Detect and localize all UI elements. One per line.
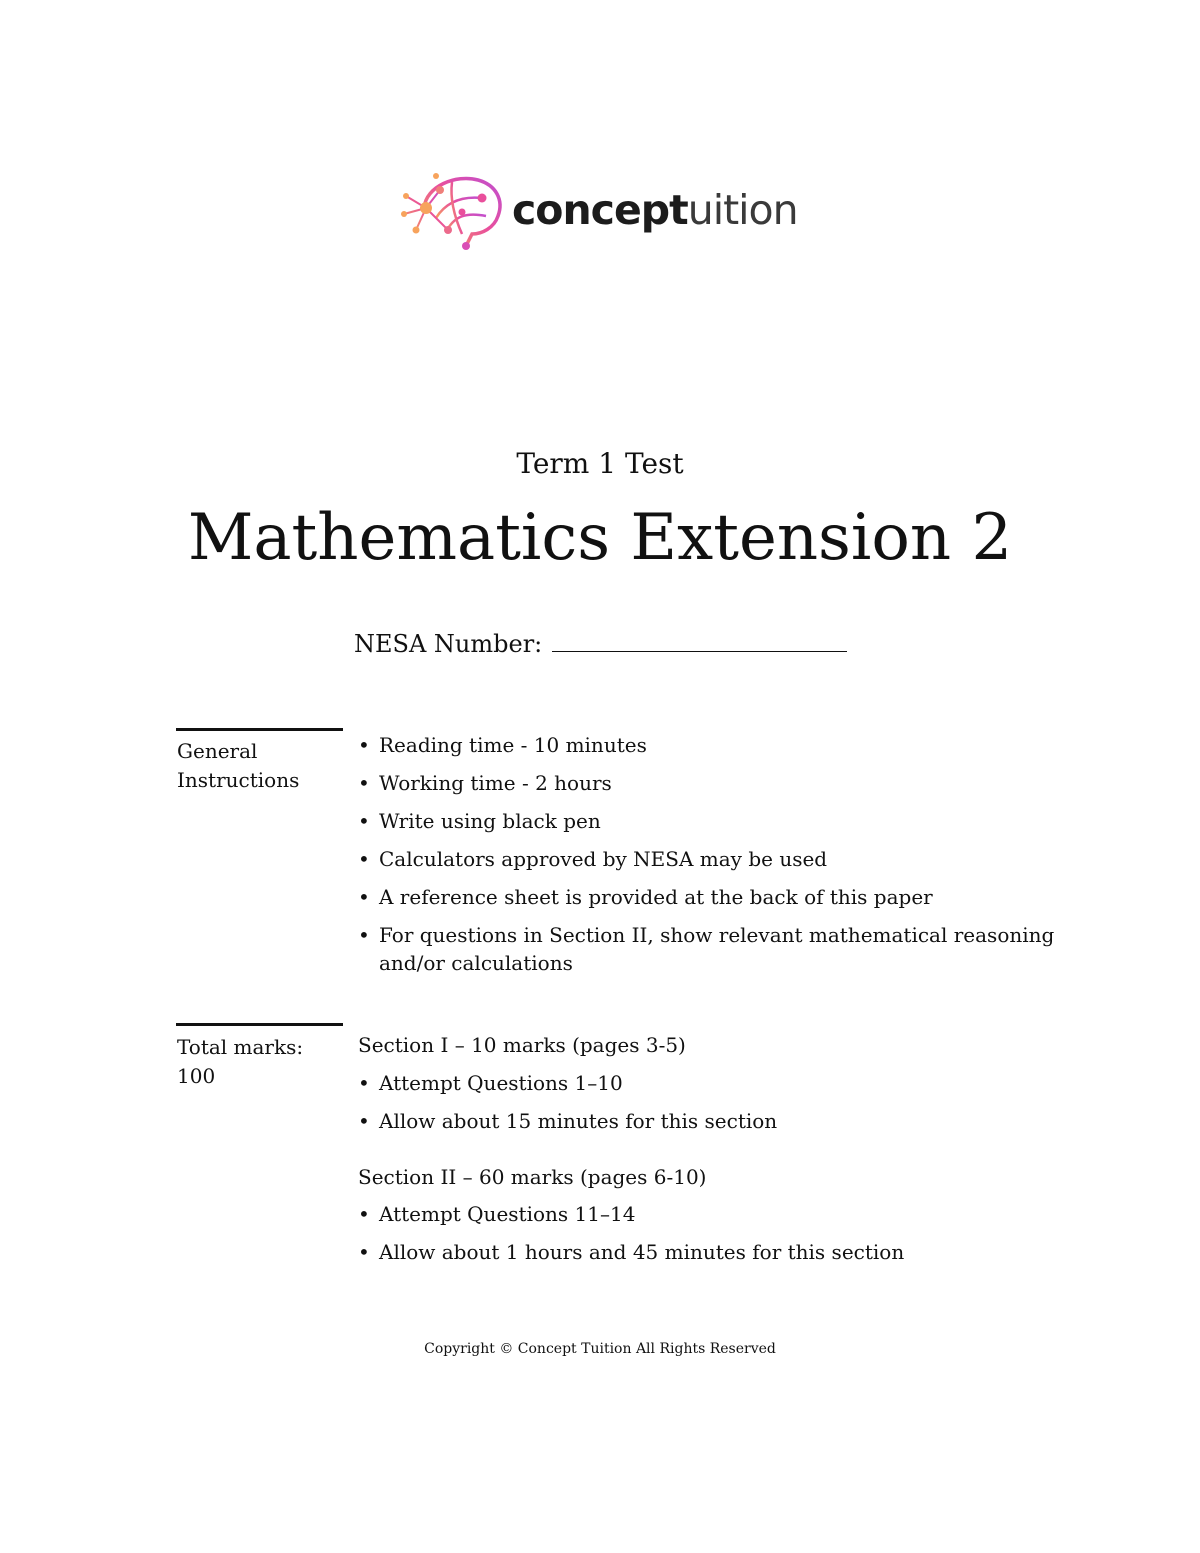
section-2-item: Allow about 1 hours and 45 minutes for this section bbox=[379, 1240, 905, 1264]
total-marks-rule bbox=[176, 1023, 343, 1026]
brain-network-icon bbox=[396, 168, 506, 254]
general-instructions-label bbox=[177, 737, 337, 795]
list-item bbox=[358, 807, 1058, 835]
total-marks-value: 100 bbox=[177, 1064, 216, 1088]
section-2-heading: Section II – 60 marks (pages 6-10) bbox=[358, 1165, 707, 1189]
nesa-number-field[interactable] bbox=[552, 651, 847, 652]
section-2-item: Attempt Questions 11–14 bbox=[379, 1202, 636, 1226]
instruction-text: Write using black pen bbox=[379, 809, 601, 833]
general-instructions-list bbox=[358, 731, 1058, 987]
general-instructions-rule bbox=[176, 728, 343, 731]
list-item bbox=[358, 845, 1058, 873]
list-item bbox=[358, 1069, 1058, 1097]
bullet: • bbox=[358, 1202, 370, 1226]
bullet: • bbox=[358, 733, 370, 757]
logo-text-strong: concept bbox=[512, 186, 688, 234]
page-title: Mathematics Extension 2 bbox=[187, 501, 1013, 575]
section-1-heading: Section I – 10 marks (pages 3-5) bbox=[358, 1033, 686, 1057]
copyright-notice: Copyright © Concept Tuition All Rights Reserved bbox=[424, 1341, 776, 1357]
section-1-list bbox=[358, 1069, 1058, 1145]
list-item bbox=[358, 883, 1058, 911]
bullet: • bbox=[358, 809, 370, 833]
general-label-line1: General bbox=[177, 739, 258, 763]
bullet: • bbox=[358, 923, 370, 947]
instruction-text: Calculators approved by NESA may be used bbox=[379, 847, 828, 871]
list-item bbox=[358, 1200, 1058, 1228]
nesa-number-label: NESA Number: bbox=[354, 630, 543, 658]
section-1-item: Allow about 15 minutes for this section bbox=[379, 1109, 778, 1133]
list-item bbox=[358, 731, 1058, 759]
brand-logo bbox=[396, 168, 796, 254]
logo-wordmark bbox=[512, 182, 798, 238]
list-item bbox=[358, 921, 1058, 977]
bullet: • bbox=[358, 885, 370, 909]
instruction-text: Working time - 2 hours bbox=[379, 771, 612, 795]
total-marks-label: Total marks: bbox=[177, 1035, 304, 1059]
bullet: • bbox=[358, 771, 370, 795]
section-1-item: Attempt Questions 1–10 bbox=[379, 1071, 623, 1095]
bullet: • bbox=[358, 1109, 370, 1133]
logo-text-light: uition bbox=[687, 186, 798, 234]
test-term: Term 1 Test bbox=[516, 447, 684, 480]
instruction-text: A reference sheet is provided at the back of this paper bbox=[379, 885, 933, 909]
bullet: • bbox=[358, 1240, 370, 1264]
instruction-text: For questions in Section II, show relevant mathematical reasoning and/or calculations bbox=[379, 923, 1055, 975]
instructions-label-line2: Instructions bbox=[177, 768, 300, 792]
total-marks-label-block bbox=[177, 1033, 337, 1091]
list-item bbox=[358, 1238, 1058, 1266]
instruction-text: Reading time - 10 minutes bbox=[379, 733, 647, 757]
list-item bbox=[358, 769, 1058, 797]
list-item bbox=[358, 1107, 1058, 1135]
section-2-list bbox=[358, 1200, 1058, 1276]
bullet: • bbox=[358, 1071, 370, 1095]
bullet: • bbox=[358, 847, 370, 871]
